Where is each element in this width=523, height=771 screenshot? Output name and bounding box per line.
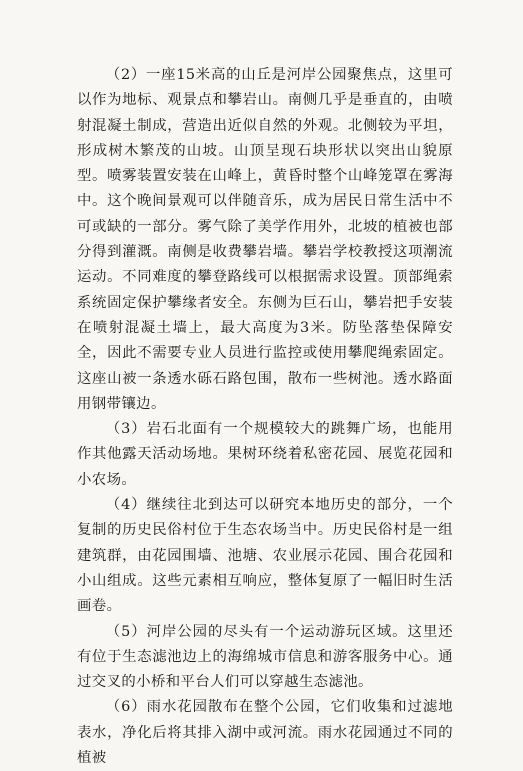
paragraph-2-climbing-hill: （2）一座15米高的山丘是河岸公园聚焦点，这里可以作为地标、观景点和攀岩山。南侧几乎是垂直的，由喷射混凝土制成，营造出近似自然的外观。北侧较为平坦，形成树木繁茂的山坡。山顶呈现石块形状以突出山貌原型。喷雾装置安装在山峰上，黄昏时整个山峰笼罩在雾海中。这个晚间景观可以伴随音乐，成为居民日常生活中不可或缺的一部分。雾气除了美学作用外，北坡的植被也部分得到灌溉。南侧是收费攀岩墙。攀岩学校教授这项潮流运动。不同难度的攀登路线可以根据需求设置。顶部绳索系统固定保护攀缘者安全。东侧为巨石山，攀岩把手安装在喷射混凝土墙上，最大高度为3米。防坠落垫保障安全，因此不需要专业人员进行监控或使用攀爬绳索固定。这座山被一条透水砾石路包围，散布一些树池。透水路面用钢带镶边。 <box>77 67 453 412</box>
paragraph-3-dance-plaza: （3）岩石北面有一个规模较大的跳舞广场，也能用作其他露天活动场地。果树环绕着私密花园、展览花园和小农场。 <box>77 421 453 488</box>
document-body <box>77 63 453 771</box>
paragraph-6-rain-gardens: （6）雨水花园散布在整个公园，它们收集和过滤地表水，净化后将其排入湖中或河流。雨水花园通过不同的植被 <box>77 699 453 767</box>
paragraph-5-sports-area: （5）河岸公园的尽头有一个运动游玩区域。这里还有位于生态滤池边上的海绵城市信息和游客服务中心。通过交叉的小桥和平台人们可以穿越生态滤池。 <box>77 623 453 691</box>
paragraph-4-history-village: （4）继续往北到达可以研究本地历史的部分，一个复制的历史民俗村位于生态农场当中。历史民俗村是一组建筑群，由花园围墙、池塘、农业展示花园、围合花园和小山组成。这些元素相互响应，整体复原了一幅旧时生活画卷。 <box>77 497 453 615</box>
